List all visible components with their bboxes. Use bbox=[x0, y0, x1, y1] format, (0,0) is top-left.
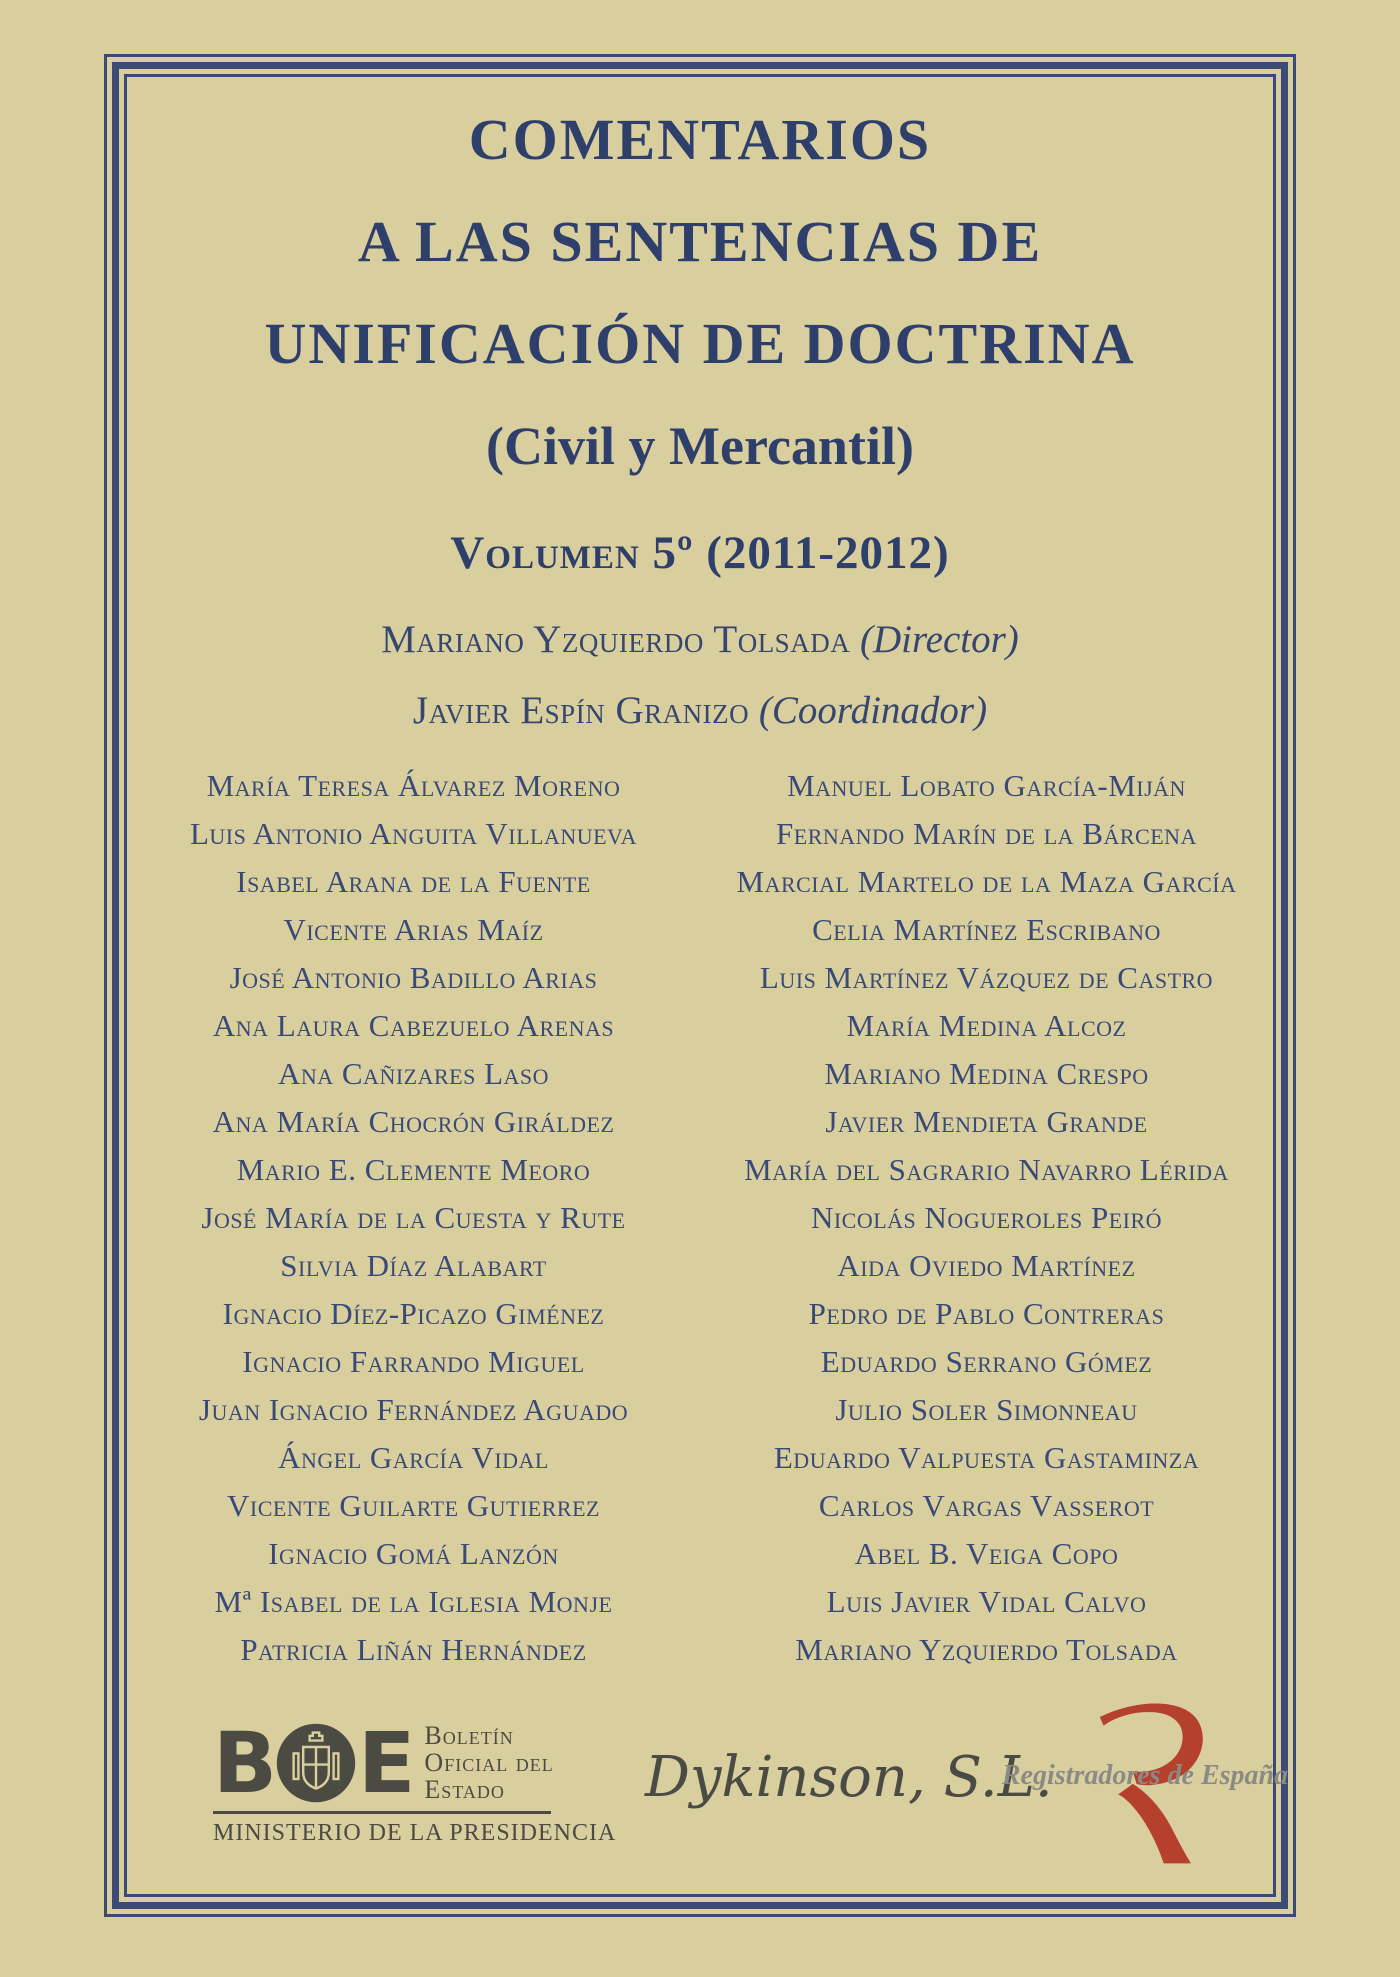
author-name: Silvia Díaz Alabart bbox=[280, 1248, 547, 1283]
author-name: Abel B. Veiga Copo bbox=[854, 1536, 1119, 1571]
author-column-left bbox=[127, 762, 700, 1674]
author-name: Mario E. Clemente Meoro bbox=[236, 1152, 591, 1187]
author-list bbox=[127, 762, 1273, 1674]
author-name: Eduardo Serrano Gómez bbox=[820, 1344, 1153, 1379]
author-name: María del Sagrario Navarro Lérida bbox=[744, 1152, 1229, 1187]
author-name: Mariano Yzquierdo Tolsada bbox=[795, 1632, 1178, 1667]
author-name: Isabel Arana de la Fuente bbox=[236, 864, 591, 899]
author-name: José María de la Cuesta y Rute bbox=[201, 1200, 626, 1235]
coordinator-name: Javier Espín Granizo bbox=[412, 689, 750, 732]
boe-name-line-1: Boletín bbox=[424, 1721, 514, 1750]
author-name: Ana María Chocrón Giráldez bbox=[212, 1104, 615, 1139]
author-name: Carlos Vargas Vasserot bbox=[818, 1488, 1155, 1523]
boe-letter-e: E bbox=[358, 1713, 413, 1812]
author-name: Celia Martínez Escribano bbox=[812, 912, 1161, 947]
title-line-1: COMENTARIOS bbox=[468, 107, 932, 172]
director-name: Mariano Yzquierdo Tolsada bbox=[381, 618, 851, 661]
author-name: Luis Javier Vidal Calvo bbox=[826, 1584, 1147, 1619]
author-name: María Teresa Álvarez Moreno bbox=[206, 768, 621, 803]
author-name: Mariano Medina Crespo bbox=[824, 1056, 1149, 1091]
director-role: (Director) bbox=[859, 618, 1019, 661]
author-name: Vicente Guilarte Gutierrez bbox=[227, 1488, 600, 1523]
author-name: Patricia Liñán Hernández bbox=[240, 1632, 587, 1667]
author-name: Ignacio Farrando Miguel bbox=[242, 1344, 585, 1379]
boe-logo-row bbox=[213, 1713, 558, 1812]
author-name: Ignacio Díez-Picazo Giménez bbox=[222, 1296, 605, 1331]
title-line-2: A LAS SENTENCIAS DE bbox=[357, 209, 1043, 274]
author-name: Mª Isabel de la Iglesia Monje bbox=[214, 1584, 613, 1619]
author-name: María Medina Alcoz bbox=[846, 1008, 1127, 1043]
author-name: Ana Laura Cabezuelo Arenas bbox=[212, 1008, 615, 1043]
author-name: Ángel García Vidal bbox=[278, 1440, 549, 1475]
boe-logo bbox=[213, 1713, 617, 1847]
boe-name-line-2: Oficial del bbox=[424, 1748, 554, 1777]
director-line bbox=[127, 613, 1273, 667]
author-name: Ana Cañizares Laso bbox=[277, 1056, 550, 1091]
boe-name-line-3: Estado bbox=[424, 1775, 505, 1804]
book-subtitle: (Civil y Mercantil) bbox=[486, 416, 914, 476]
boe-letter-b: B bbox=[213, 1713, 275, 1812]
boe-ministry-label: MINISTERIO DE LA PRESIDENCIA bbox=[213, 1820, 617, 1846]
author-name: Fernando Marín de la Bárcena bbox=[776, 816, 1197, 851]
author-name: Nicolás Nogueroles Peiró bbox=[810, 1200, 1163, 1235]
author-name: Luis Martínez Vázquez de Castro bbox=[759, 960, 1214, 995]
author-name: Ignacio Gomá Lanzón bbox=[268, 1536, 559, 1571]
author-name: Pedro de Pablo Contreras bbox=[808, 1296, 1165, 1331]
coordinator-line bbox=[127, 684, 1273, 738]
book-title bbox=[127, 77, 1273, 395]
author-name: Marcial Martelo de la Maza García bbox=[736, 864, 1237, 899]
author-name: José Antonio Badillo Arias bbox=[229, 960, 598, 995]
coordinator-role: (Coordinador) bbox=[758, 689, 988, 732]
author-name: Luis Antonio Anguita Villanueva bbox=[189, 816, 638, 851]
boe-coat-of-arms-icon bbox=[276, 1723, 356, 1803]
author-name: Julio Soler Simonneau bbox=[835, 1392, 1138, 1427]
author-name: Aida Oviedo Martínez bbox=[837, 1248, 1136, 1283]
dykinson-logo: Dykinson, S.L. bbox=[645, 1745, 1053, 1810]
title-line-3: UNIFICACIÓN DE DOCTRINA bbox=[264, 311, 1136, 376]
boe-name bbox=[424, 1722, 553, 1803]
author-name: Juan Ignacio Fernández Aguado bbox=[198, 1392, 629, 1427]
registradores-label: Registradores de España bbox=[1001, 1760, 1289, 1791]
author-column-right bbox=[700, 762, 1273, 1674]
registradores-logo bbox=[1000, 1688, 1290, 1873]
author-name: Manuel Lobato García-Miján bbox=[787, 768, 1186, 803]
volume-label: Volumen 5º (2011-2012) bbox=[450, 527, 950, 579]
author-name: Vicente Arias Maíz bbox=[283, 912, 544, 947]
author-name: Eduardo Valpuesta Gastaminza bbox=[773, 1440, 1200, 1475]
author-name: Javier Mendieta Grande bbox=[825, 1104, 1148, 1139]
book-cover bbox=[127, 77, 1273, 1894]
